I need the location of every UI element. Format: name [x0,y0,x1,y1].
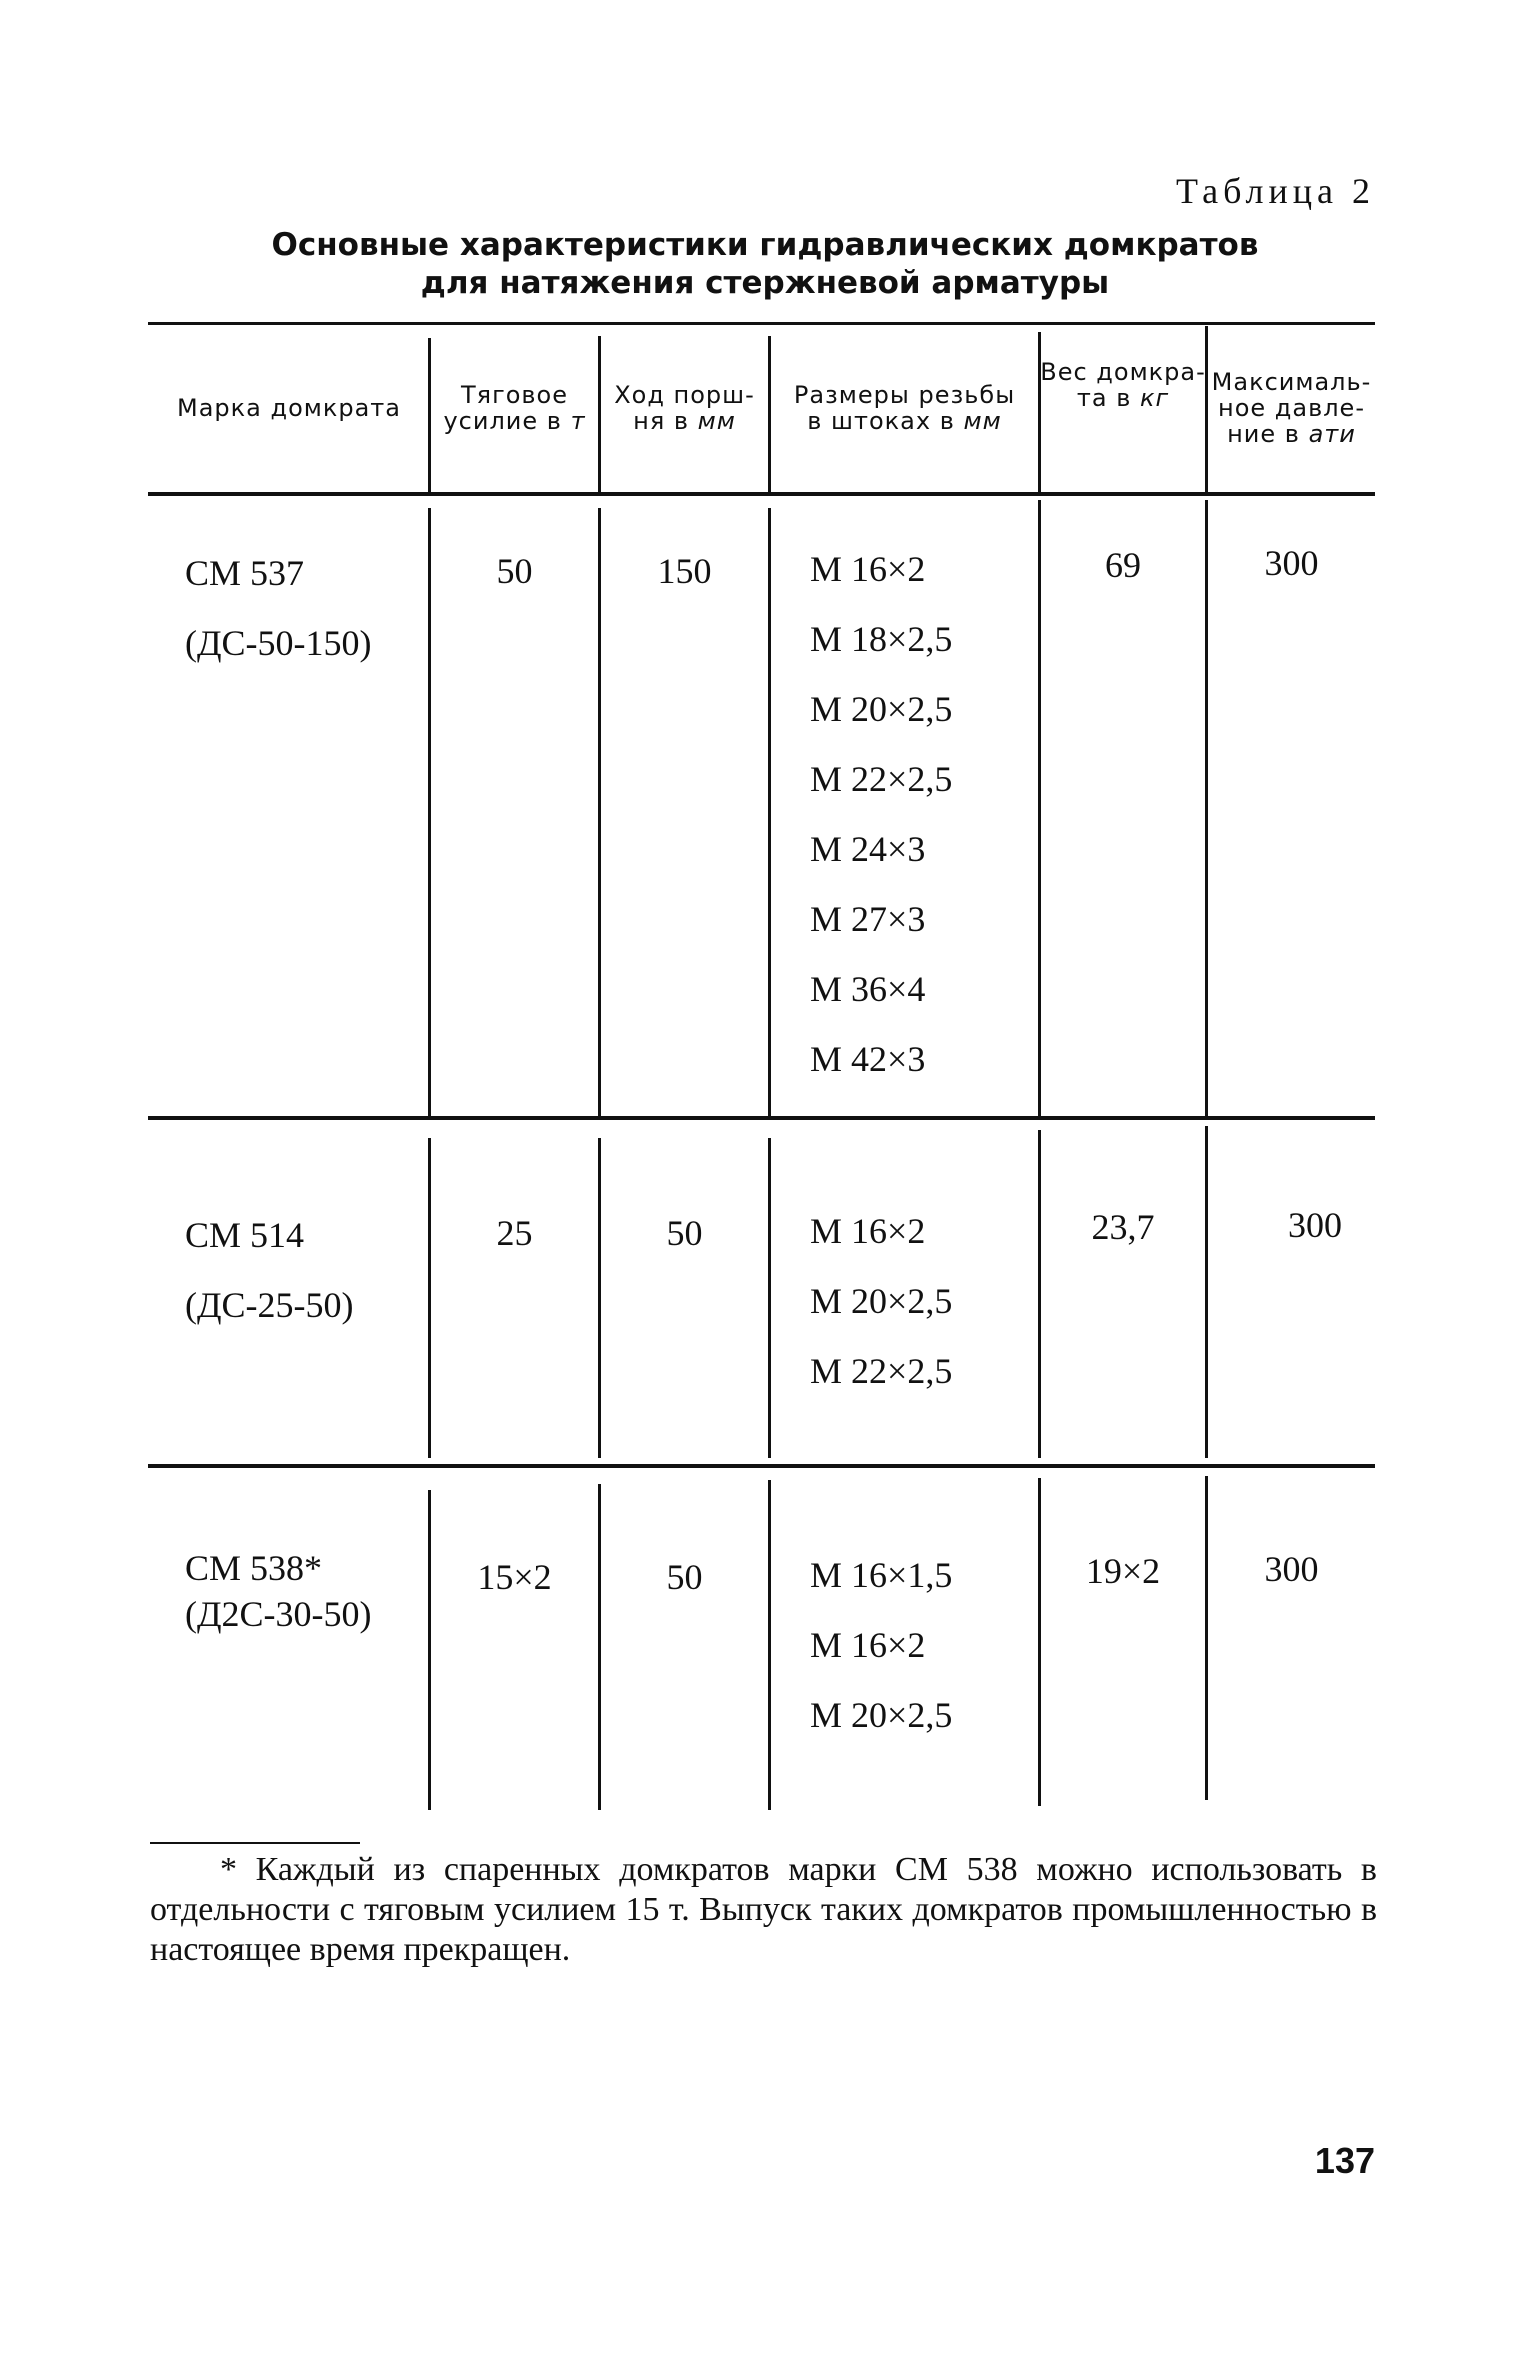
thread-cell [810,534,952,1094]
brand-name: СМ 537 [185,553,305,593]
force-cell: 25 [496,1213,533,1253]
header-stroke-line-1: Ход порш- [614,380,755,409]
pressure-cell: 300 [1264,543,1319,583]
header-force-unit: т [570,406,586,435]
pressure-cell: 300 [1264,1549,1319,1589]
stroke-cell: 50 [666,1557,703,1597]
brand-cell [185,1545,372,1637]
thread-size: М 42×3 [810,1039,926,1079]
header-force-text: усилие в [443,406,571,435]
stroke-cell: 50 [666,1213,703,1253]
thread-size: М 27×3 [810,899,926,939]
header-thread-text: в штоках в [807,406,964,435]
header-pressure-line-2: ное давле- [1218,393,1365,422]
weight-cell: 19×2 [1085,1551,1161,1591]
brand-cell [185,1200,354,1340]
pressure-cell: 300 [1288,1205,1342,1245]
thread-size: М 36×4 [810,969,926,1009]
header-weight-text: та в [1076,384,1140,412]
thread-size: М 20×2,5 [810,1695,953,1735]
header-brand [150,330,428,485]
brand-model: (ДС-25-50) [185,1285,354,1325]
footnote-rule [150,1842,360,1844]
brand-name: СМ 538* [185,1548,323,1588]
title-line-1: Основные характеристики гидравлических домкратов [271,227,1259,263]
header-thread-line-1: Размеры резьбы [793,380,1016,409]
brand-model: (Д2С-30-50) [185,1594,372,1634]
thread-cell [810,1196,952,1406]
thread-size: М 24×3 [810,829,926,869]
header-thread [771,330,1038,485]
force-cell: 15×2 [477,1557,552,1597]
thread-size: М 16×2 [810,549,926,589]
table-top-rule [148,322,1375,325]
row-divider-1 [148,1116,1375,1120]
header-weight-unit: кг [1139,384,1170,412]
column-divider [1038,1130,1041,1458]
brand-cell [185,538,372,678]
row-divider-2 [148,1464,1375,1468]
column-divider [428,1490,431,1810]
footnote-text: * Каждый из спаренных домкратов марки СМ 538 можно использовать в отдельности с тяговым усилием 15 т. Выпуск таких домкратов промышленностью в настоящее время прекращен. [150,1851,1377,1968]
force-cell: 50 [496,551,533,591]
header-force [431,330,598,485]
column-divider [768,1480,771,1810]
column-divider [598,1138,601,1458]
column-divider [598,1484,601,1810]
page-number: 137 [1314,2140,1375,2181]
brand-name: СМ 514 [185,1215,305,1255]
column-divider [1205,1476,1208,1800]
header-thread-line-2 [807,408,1001,434]
column-divider [768,1138,771,1458]
header-thread-unit: мм [963,406,1002,435]
header-stroke-unit: мм [697,406,736,435]
footnote [150,1850,1377,1970]
thread-size: М 20×2,5 [810,1281,953,1321]
stroke-cell: 150 [657,551,712,591]
column-divider [768,508,771,1118]
header-stroke [601,330,768,485]
thread-size: М 16×1,5 [810,1555,953,1595]
header-pressure [1208,330,1375,485]
title-line-2: для натяжения стержневой арматуры [420,265,1110,301]
thread-size: М 16×2 [810,1211,926,1251]
column-divider [428,1138,431,1458]
header-force-line-1: Тяговое [461,380,568,409]
weight-cell: 23,7 [1091,1207,1155,1247]
header-weight-line-2 [1077,385,1169,411]
column-divider [1038,1478,1041,1806]
header-stroke-text: ня в [633,406,698,435]
thread-size: М 20×2,5 [810,689,953,729]
brand-model: (ДС-50-150) [185,623,372,663]
thread-size: М 22×2,5 [810,759,953,799]
thread-size: М 18×2,5 [810,619,953,659]
thread-size: М 16×2 [810,1625,926,1665]
header-weight-line-1: Вес домкра- [1040,358,1206,386]
header-pressure-line-1: Максималь- [1211,367,1372,396]
header-weight [1041,330,1205,440]
header-bottom-rule [148,492,1375,496]
header-stroke-line-2 [633,408,736,434]
header-brand-text: Марка домкрата [177,393,401,422]
table-label: Таблица 2 [1176,171,1375,211]
table-title [150,226,1380,302]
header-force-line-2 [443,408,585,434]
header-pressure-text: ние в [1227,419,1309,448]
header-pressure-line-3 [1227,421,1356,447]
thread-size: М 22×2,5 [810,1351,953,1391]
weight-cell: 69 [1105,545,1141,585]
thread-cell [810,1540,952,1750]
header-pressure-unit: ати [1308,419,1356,448]
column-divider [1205,1126,1208,1458]
